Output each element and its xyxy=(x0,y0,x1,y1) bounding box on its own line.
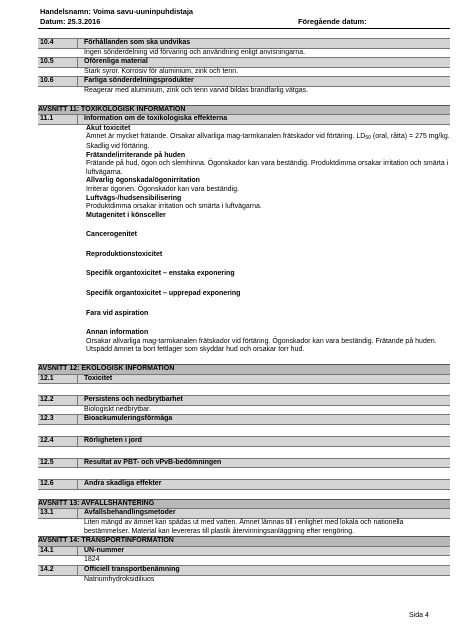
section-12-heading xyxy=(38,364,450,374)
sensitisation-text: Produktdimma orsakar irritation och smärta i luftvägarna. xyxy=(86,203,262,211)
subsection-text: Ingen sönderdelning vid förvaring och användning enligt anvisningarna. xyxy=(84,48,306,56)
subsection-number: 12.5 xyxy=(38,459,78,468)
subsection-14-2 xyxy=(38,565,450,576)
acute-toxicity-title: Akut toxicitet xyxy=(86,124,131,132)
skin-corrosion-title: Frätande/irriterande på huden xyxy=(86,151,186,159)
page-number: Sida 4 xyxy=(409,612,429,619)
document-header xyxy=(40,7,450,27)
subsection-12-4 xyxy=(38,436,450,447)
section-title: AVSNITT 14: TRANSPORTINFORMATION xyxy=(38,537,174,545)
subsection-title: Oförenliga material xyxy=(84,58,148,66)
acute-text-part-2: (oral, råtta) = 275 mg/kg. Skadlig vid förtäring. xyxy=(86,133,450,150)
header-divider xyxy=(38,28,450,29)
section-14-heading xyxy=(38,536,450,546)
subsection-title: Resultat av PBT- och vPvB-bedömningen xyxy=(84,458,222,466)
eye-damage-title: Allvarlig ögonskada/ögonirritation xyxy=(86,177,200,185)
subsection-title: UN-nummer xyxy=(84,546,125,554)
aspiration-hazard-title: Fara vid aspiration xyxy=(86,309,149,317)
subsection-12-1 xyxy=(38,374,450,385)
acute-toxicity-text xyxy=(38,133,450,151)
subsection-title: Toxicitet xyxy=(84,374,113,382)
subsection-number: 12.2 xyxy=(38,396,78,405)
subsection-12-6 xyxy=(38,479,450,490)
other-information-title: Annan information xyxy=(86,329,149,337)
subsection-12-5 xyxy=(38,458,450,469)
section-11-heading xyxy=(38,105,450,115)
subsection-10-5 xyxy=(38,57,450,68)
subsection-title: Rörligheten i jord xyxy=(84,437,142,444)
subsection-14-1 xyxy=(38,546,450,557)
subsection-12-2 xyxy=(38,395,450,406)
subsection-text: Reagerar med aluminium, zink och tenn varvid bildas brandfarlig vätgas. xyxy=(84,86,309,94)
skin-corrosion-text: Frätande på hud, ögon och slemhinna. Ögonskador kan vara beständig. Produktdimma orsakar irritation och smärta i luftvägarna. xyxy=(86,160,449,176)
subsection-text: Biologiskt nedbrytbar. xyxy=(84,405,151,413)
subsection-text: Natriumhydroksidiliuos xyxy=(84,575,155,583)
subsection-number: 12.6 xyxy=(38,480,78,489)
acute-text-part-1: Ämnet är mycket frätande. Orsakar allvarliga mag-tarmkanalen frätskador vid förtäring. LD xyxy=(86,133,366,141)
subsection-title: Förhållanden som ska undvikas xyxy=(84,39,191,46)
subsection-text: 1824 xyxy=(84,556,100,564)
subsection-number: 12.3 xyxy=(38,415,78,424)
carcinogenicity-title: Cancerogenitet xyxy=(86,231,137,239)
subsection-number: 10.5 xyxy=(38,58,78,67)
document-body xyxy=(38,38,450,584)
subsection-number: 12.4 xyxy=(38,437,78,446)
reproductive-toxicity-title: Reproduktionstoxicitet xyxy=(86,250,163,258)
subsection-number: 11.1 xyxy=(38,115,78,124)
subsection-10-4 xyxy=(38,38,450,49)
trade-name: Handelsnamn: Voima savu-uuninpuhdistaja xyxy=(40,7,194,16)
subsection-title: Persistens och nedbrytbarhet xyxy=(84,396,183,404)
subsection-title: Information om de toxikologiska effekterna xyxy=(84,115,228,123)
subsection-number: 10.4 xyxy=(38,39,78,48)
subsection-number: 13.1 xyxy=(38,509,78,518)
other-information-text: Orsakar allvarliga mag-tarmkanalen frätskador vid förtäring. Ögonskador kan vara beständig. Frätande på huden. Utspädd ämnet ta bort fettlager som skyddar hud och orsakar torr hud. xyxy=(86,337,437,354)
subsection-number: 14.1 xyxy=(38,547,78,556)
header-date-row xyxy=(40,17,450,27)
section-title: AVSNITT 12: EKOLOGISK INFORMATION xyxy=(38,365,175,373)
document-date: Datum: 25.3.2016 xyxy=(40,17,101,26)
section-title: AVSNITT 13: AVFALLSHANTERING xyxy=(38,499,155,507)
subsection-title: Andra skadliga effekter xyxy=(84,480,162,488)
subsection-number: 12.1 xyxy=(38,375,78,384)
subsection-10-6 xyxy=(38,76,450,87)
sensitisation-title: Luftvägs-/hudsensibilisering xyxy=(86,194,182,202)
subsection-text: Liten mängd av ämnet kan spädas ut med vatten. Ämnet lämnas till i enlighet med lokala och nationella bestämmelser. Material kan levereras till plastik återvinningsanläggning efter rengöring. xyxy=(84,518,404,535)
subsection-title: Bioackumuleringsförmåga xyxy=(84,415,173,423)
subsection-title: Officiell transportbenämning xyxy=(84,565,180,573)
stot-single-title: Specifik organtoxicitet – enstaka exponering xyxy=(86,270,235,278)
eye-damage-text: Irriterar ögonen. Ögonskador kan vara beständig. xyxy=(86,185,239,193)
subsection-text: Stark syror. Korrosiv för aluminium, zink och tenn. xyxy=(84,67,239,75)
subsection-title: Farliga sönderdelningsprodukter xyxy=(84,77,194,85)
subsection-12-3 xyxy=(38,414,450,425)
stot-repeated-title: Specifik organtoxicitet – upprepad exponering xyxy=(86,290,241,298)
ld50-subscript: 50 xyxy=(365,135,371,142)
mutagenicity-title: Mutagenitet i könsceller xyxy=(86,211,166,219)
subsection-11-1 xyxy=(38,114,450,125)
subsection-number: 14.2 xyxy=(38,566,78,575)
section-13-heading xyxy=(38,499,450,509)
previous-date: Föregående datum: xyxy=(298,17,367,26)
subsection-title: Avfallsbehandlingsmetoder xyxy=(84,509,176,517)
subsection-13-1 xyxy=(38,508,450,519)
subsection-number: 10.6 xyxy=(38,77,78,86)
section-title: AVSNITT 11: TOXIKOLOGISK INFORMATION xyxy=(38,105,186,113)
